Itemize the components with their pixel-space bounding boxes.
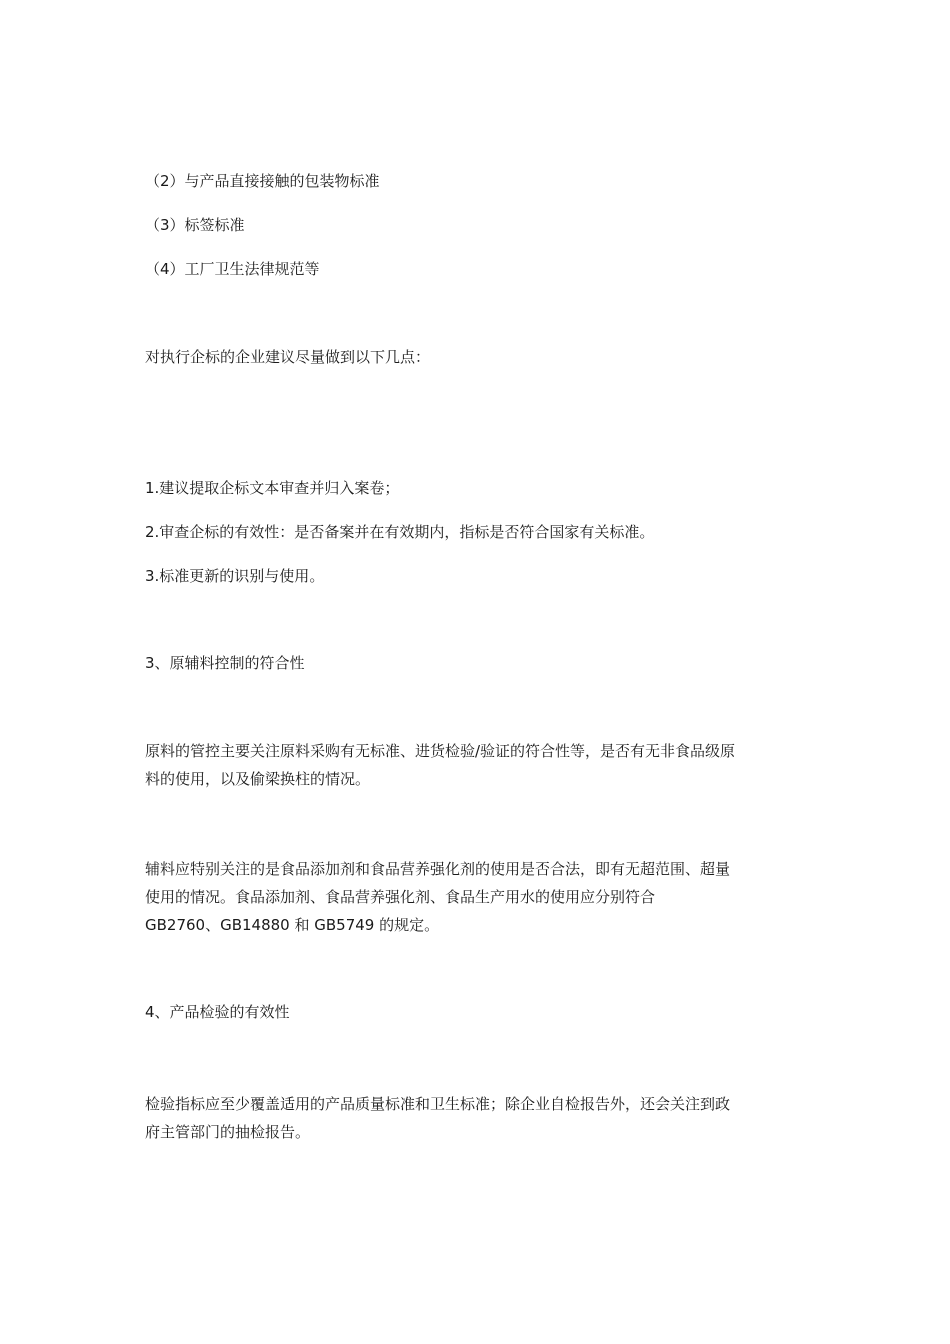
list-item-validity-review: 2.审查企标的有效性：是否备案并在有效期内，指标是否符合国家有关标准。	[145, 523, 655, 541]
list-item-extract-standard: 1.建议提取企标文本审查并归入案卷；	[145, 479, 400, 497]
section-4-inspection-paragraph	[145, 1090, 805, 1146]
list-item-factory-hygiene: （4）工厂卫生法律规范等	[145, 260, 320, 278]
paragraph-line: 府主管部门的抽检报告。	[145, 1123, 311, 1141]
intro-paragraph: 对执行企标的企业建议尽量做到以下几点：	[145, 348, 431, 366]
list-item-packaging-standard: （2）与产品直接接触的包装物标准	[145, 172, 380, 190]
paragraph-line: 检验指标应至少覆盖适用的产品质量标准和卫生标准；除企业自检报告外，还会关注到政	[145, 1095, 731, 1113]
paragraph-line: 使用的情况。食品添加剂、食品营养强化剂、食品生产用水的使用应分别符合	[145, 888, 656, 906]
section-3-auxiliary-paragraph	[145, 855, 805, 939]
paragraph-line: GB2760、GB14880 和 GB5749 的规定。	[145, 916, 440, 934]
section-3-heading: 3、原辅料控制的符合性	[145, 654, 305, 672]
section-4-heading: 4、产品检验的有效性	[145, 1003, 290, 1021]
paragraph-line: 料的使用，以及偷梁换柱的情况。	[145, 770, 371, 788]
paragraph-line: 辅料应特别关注的是食品添加剂和食品营养强化剂的使用是否合法，即有无超范围、超量	[145, 860, 731, 878]
paragraph-line: 原料的管控主要关注原料采购有无标准、进货检验/验证的符合性等，是否有无非食品级原	[145, 742, 736, 760]
list-item-standard-update: 3.标准更新的识别与使用。	[145, 567, 325, 585]
section-3-raw-material-paragraph	[145, 737, 805, 793]
list-item-label-standard: （3）标签标准	[145, 216, 245, 234]
